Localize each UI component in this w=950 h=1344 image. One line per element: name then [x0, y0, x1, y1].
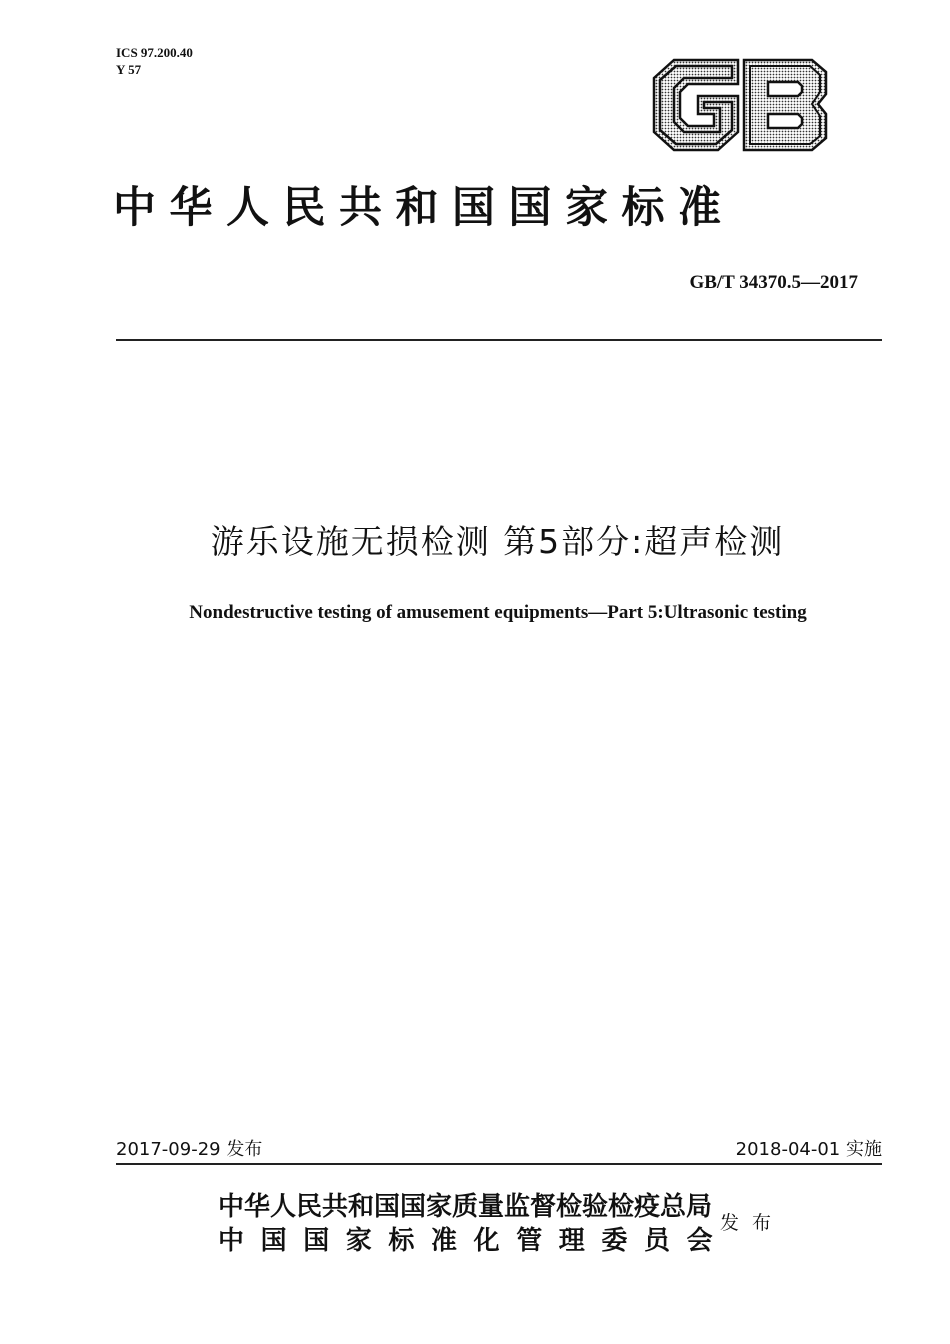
bottom-divider [116, 1163, 882, 1165]
national-standard-title: 中华人民共和国国家标准 [113, 183, 735, 233]
issuer-aqsiq: 中华人民共和国国家质量监督检验检疫总局 [218, 1192, 713, 1222]
issuer-sac: 中国国家标准化管理委员会 [218, 1226, 730, 1256]
publish-label: 发布 [720, 1212, 785, 1234]
issue-date: 2017-09-29 发布 [116, 1139, 263, 1160]
classification-codes [116, 44, 193, 78]
document-title-english: Nondestructive testing of amusement equipments—Part 5:Ultrasonic testing [189, 602, 807, 623]
ics-code: ICS 97.200.40 [116, 45, 193, 60]
standard-number: GB/T 34370.5—2017 [689, 272, 858, 293]
ccs-code: Y 57 [116, 62, 142, 77]
implementation-date: 2018-04-01 实施 [735, 1139, 882, 1160]
issuing-authorities [218, 1190, 729, 1258]
document-title-chinese: 游乐设施无损检测 第5部分:超声检测 [210, 522, 785, 561]
gb-logo-icon [646, 58, 832, 152]
top-divider [116, 339, 882, 341]
